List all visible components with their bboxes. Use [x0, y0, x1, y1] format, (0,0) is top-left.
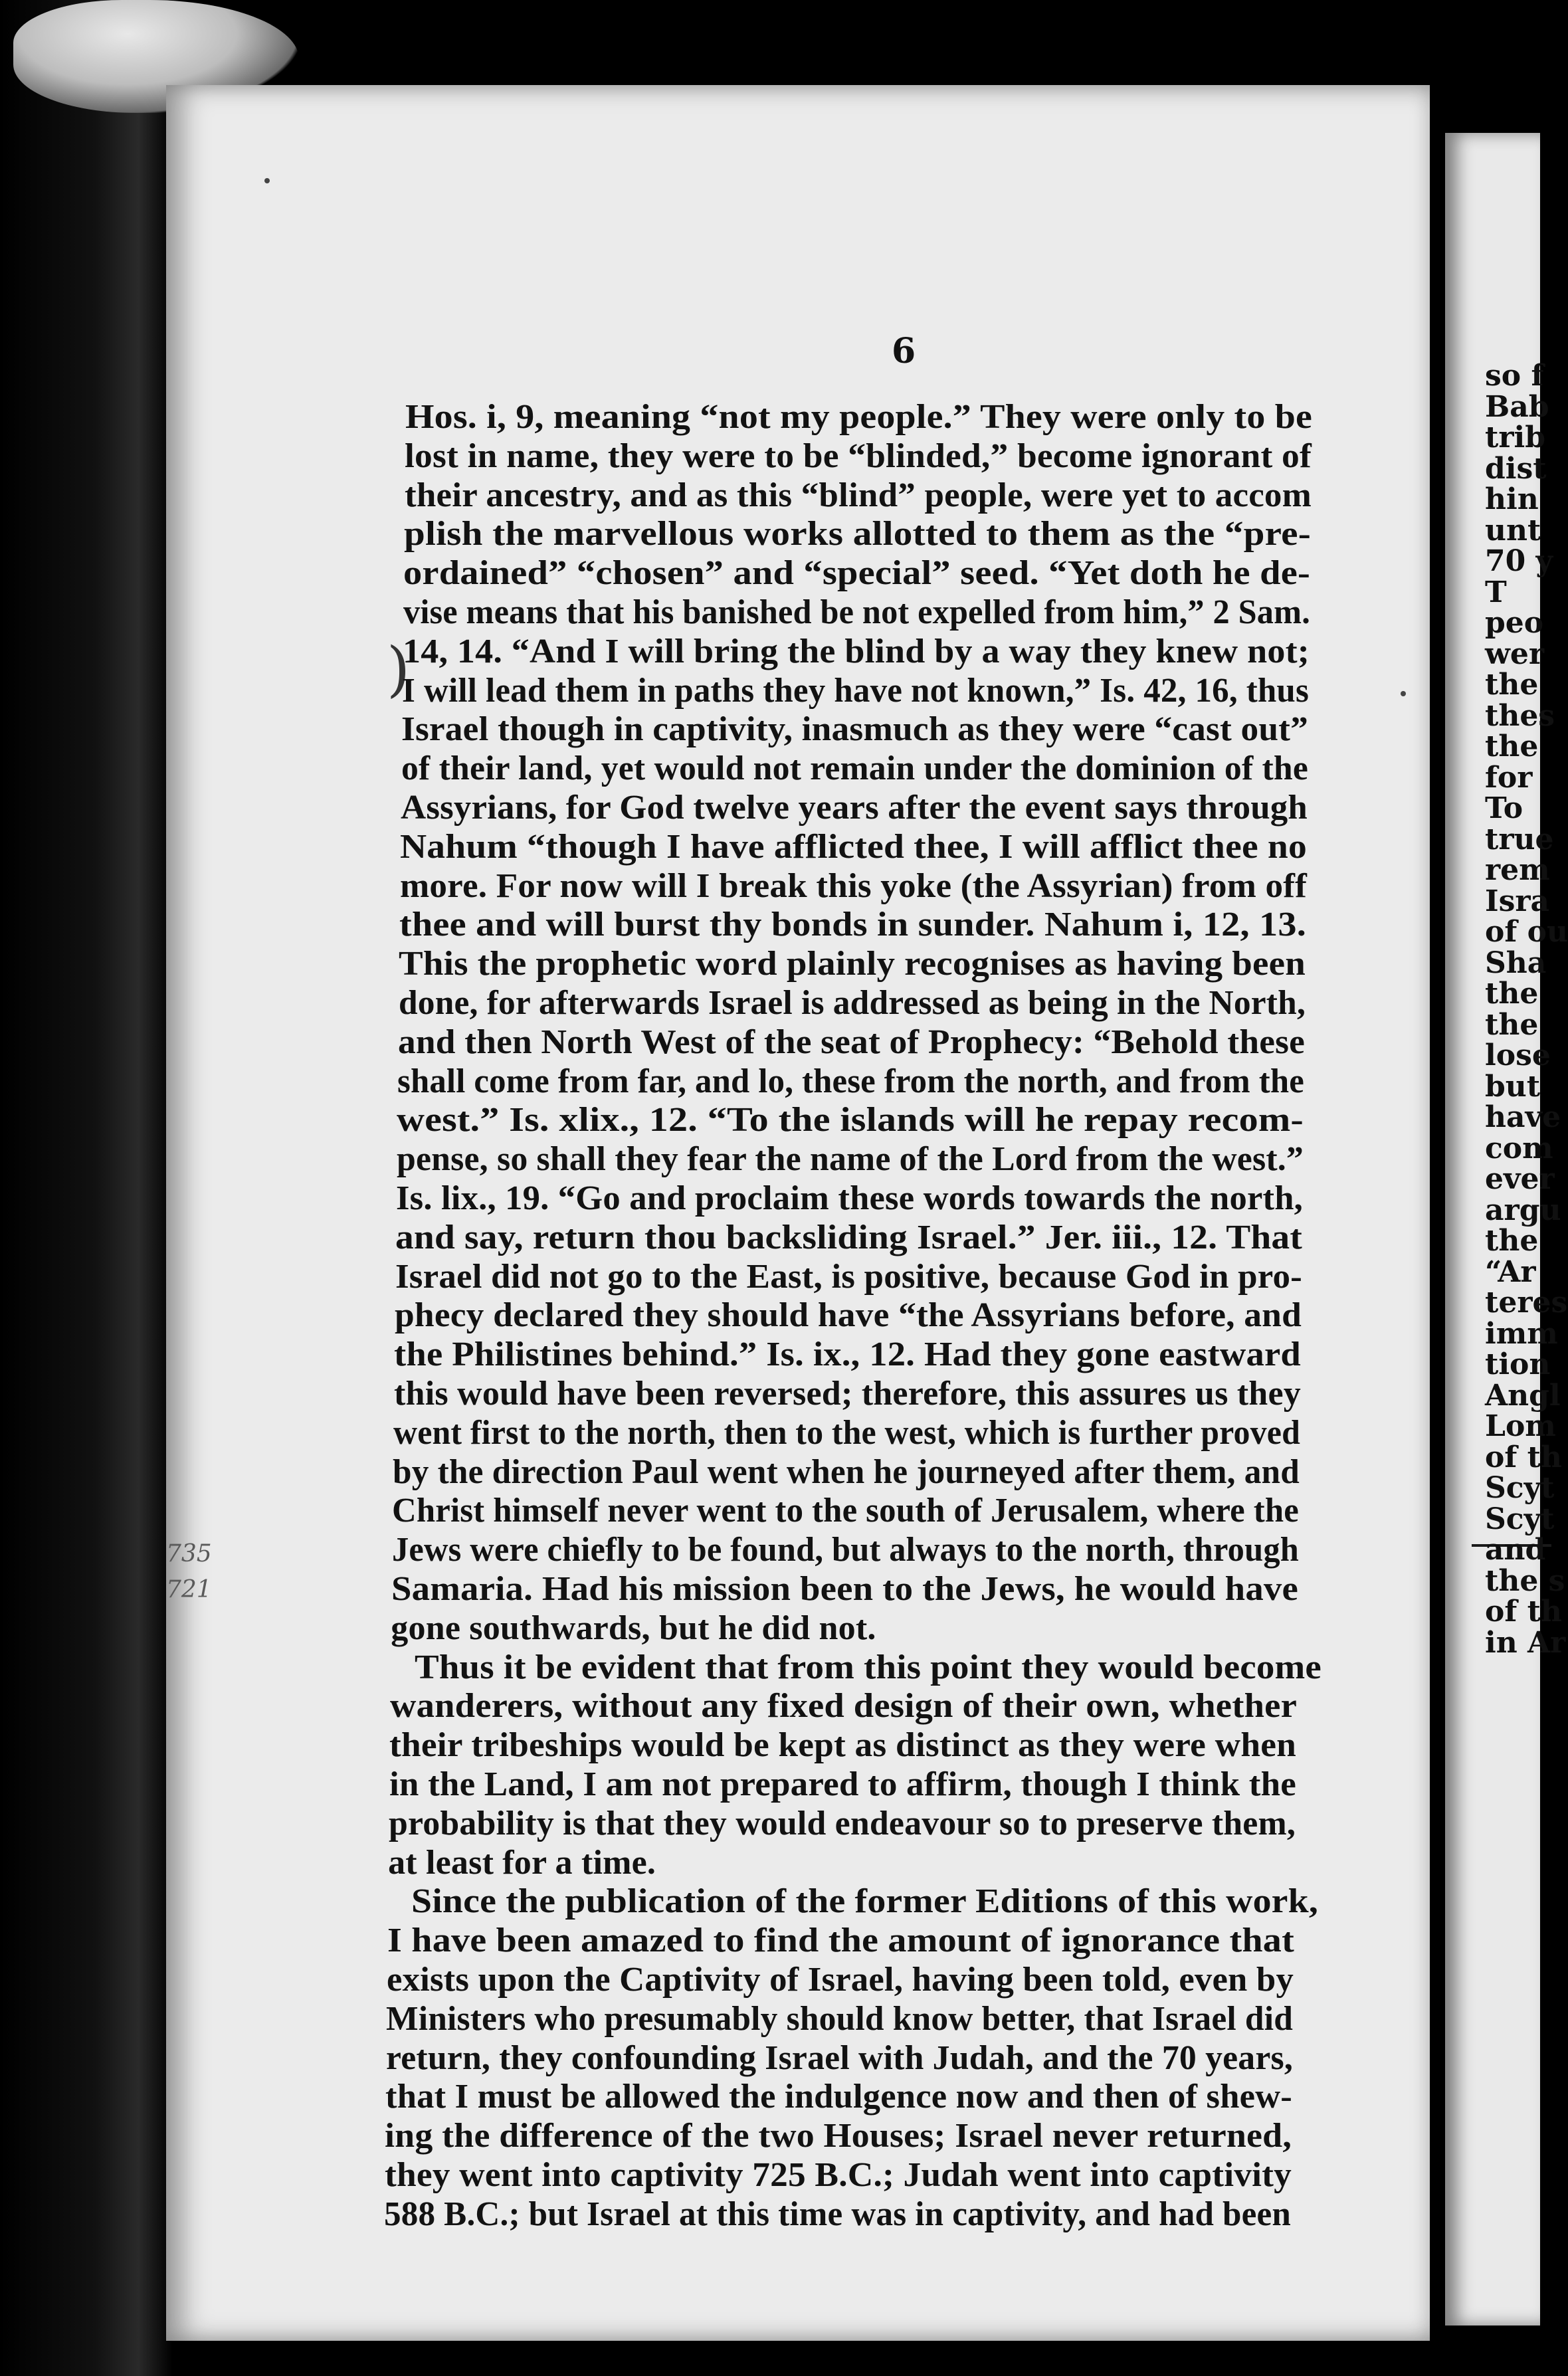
text-line: Israel did not go to the East, is positive, because God in pro- — [395, 1257, 1302, 1296]
text-line: more. For now will I break this yoke (the Assyrian) from off — [399, 866, 1307, 905]
next-page-line: 70 y — [1485, 544, 1553, 578]
next-page-line: the — [1485, 730, 1539, 763]
text-line: shall come from far, and lo, these from the north, and from the — [397, 1062, 1305, 1100]
next-page-line: ever — [1485, 1162, 1555, 1196]
margin-note: 721 — [166, 1576, 212, 1603]
text-line: vise means that his banished be not expelled from him,” 2 Sam. — [403, 593, 1310, 631]
text-line: and say, return thou backsliding Israel.” Jer. iii., 12. That — [395, 1218, 1303, 1256]
next-page — [1445, 133, 1568, 2326]
text-line: Nahum “though I have afflicted thee, I will afflict thee no — [400, 827, 1308, 866]
text-line: Jews were chiefly to be found, but always to the north, through — [391, 1531, 1299, 1569]
next-page-line: teres — [1485, 1286, 1568, 1320]
text-line: probability is that they would endeavour so to preserve them, — [388, 1804, 1296, 1842]
next-page-line: dist — [1485, 451, 1547, 486]
text-line: this would have been reversed; therefore, this assures us they — [393, 1375, 1301, 1413]
text-line: Is. lix., 19. “Go and proclaim these words towards the north, — [396, 1179, 1303, 1217]
text-line: Thus it be evident that from this point they would become — [414, 1648, 1322, 1686]
text-line: 588 B.C.; but Israel at this time was in captivity, and had been — [383, 2195, 1291, 2233]
next-page-line: for — [1485, 760, 1533, 795]
left-shadow — [0, 0, 173, 2376]
text-line: and then North West of the seat of Prophecy: “Behold these — [397, 1023, 1305, 1061]
next-page-line: To — [1485, 791, 1523, 825]
text-line: return, they confounding Israel with Judah, and the 70 years, — [385, 2038, 1293, 2077]
text-line: Samaria. Had his mission been to the Jews, he would have — [391, 1570, 1298, 1608]
next-page-line: of th — [1485, 1440, 1562, 1474]
next-page-line: argu — [1485, 1193, 1561, 1227]
text-line: by the direction Paul went when he journeyed after them, and — [393, 1452, 1300, 1491]
next-page-line: wer — [1485, 637, 1545, 671]
next-page-line: the — [1485, 1224, 1539, 1258]
text-line: Hos. i, 9, meaning “not my people.” They were only to be — [405, 398, 1312, 436]
next-page-line: the s — [1485, 1563, 1565, 1598]
next-page-line: Scyt — [1485, 1502, 1555, 1536]
next-page-line: “Ar — [1485, 1254, 1536, 1289]
text-line: Assyrians, for God twelve years after the event says through — [401, 789, 1308, 827]
next-page-line: unt — [1485, 513, 1541, 547]
next-page-line: so f — [1485, 359, 1544, 393]
text-line: Ministers who presumably should know better, that Israel did — [386, 1999, 1294, 2038]
text-line: that I must be allowed the indulgence now and then of shew- — [385, 2078, 1292, 2116]
text-line: Israel though in captivity, inasmuch as they were “cast out” — [401, 710, 1309, 749]
next-page-line: have — [1485, 1100, 1561, 1134]
ink-dot-mark — [264, 178, 270, 183]
text-line: lost in name, they were to be “blinded,” become ignorant of — [405, 437, 1312, 475]
next-page-line: T — [1485, 575, 1507, 609]
next-page-line: tion — [1485, 1347, 1551, 1381]
next-page-line: lose — [1485, 1039, 1551, 1072]
next-page-line: Bab — [1485, 389, 1549, 424]
next-page-line: and — [1485, 1533, 1546, 1567]
text-line: at least for a time. — [388, 1843, 656, 1882]
next-page-line: but — [1485, 1069, 1541, 1104]
text-line: ordained” “chosen” and “special” seed. “Yet doth he de- — [403, 554, 1311, 593]
next-page-line: rem — [1485, 853, 1550, 887]
text-line: plish the marvellous works allotted to them as the “pre- — [403, 515, 1311, 553]
ink-dot-mark — [1401, 691, 1406, 696]
next-page-line: Isra — [1485, 884, 1550, 918]
text-line: wanderers, without any fixed design of their own, whether — [389, 1687, 1297, 1726]
text-line: ing the difference of the two Houses; Israel never returned, — [385, 2117, 1292, 2155]
text-line: thee and will burst thy bonds in sunder. Nahum i, 12, 13. — [399, 906, 1306, 944]
text-line: 14, 14. “And I will bring the blind by a way they knew not; — [402, 632, 1310, 670]
text-line: the Philistines behind.” Is. ix., 12. Had they gone eastward — [394, 1336, 1302, 1374]
next-page-line: in Ar — [1485, 1625, 1566, 1660]
next-page-line: trib — [1485, 421, 1545, 454]
next-page-line: com — [1485, 1131, 1553, 1165]
next-page-line: thes — [1485, 698, 1555, 733]
ink-bracket-mark: ) — [387, 635, 411, 704]
next-page-line: the — [1485, 1007, 1539, 1042]
next-page-line: the — [1485, 668, 1539, 702]
text-line: of their land, yet would not remain under the dominion of the — [401, 749, 1308, 788]
text-line: went first to the north, then to the west, which is further proved — [393, 1413, 1300, 1452]
next-page-line: peo — [1485, 606, 1544, 640]
text-line: they went into captivity 725 B.C.; Judah went into captivity — [384, 2156, 1292, 2194]
text-line: done, for afterwards Israel is addressed as being in the North, — [398, 984, 1306, 1022]
text-line: exists upon the Captivity of Israel, having been told, even by — [387, 1961, 1294, 1999]
next-page-line: of ou — [1485, 915, 1568, 949]
margin-note: 735 — [166, 1540, 212, 1567]
text-line: phecy declared they should have “the Assyrians before, and — [394, 1296, 1302, 1335]
next-page-line: Angl — [1485, 1378, 1561, 1413]
next-page-line: Sha — [1485, 945, 1547, 980]
text-line: their tribeships would be kept as distinct as they were when — [389, 1726, 1297, 1765]
text-line: Since the publication of the former Editions of this work, — [411, 1882, 1319, 1921]
text-line: west.” Is. xlix., 12. “To the islands will he repay recom- — [397, 1101, 1304, 1139]
next-page-line: imm — [1485, 1316, 1558, 1351]
next-page-line: the — [1485, 977, 1539, 1011]
next-page-line: Scyt — [1485, 1471, 1555, 1505]
text-line: their ancestry, and as this “blind” people, were yet to accom — [404, 476, 1312, 514]
text-line: gone southwards, but he did not. — [391, 1609, 876, 1647]
page-number: 6 — [892, 331, 916, 371]
text-line: I will lead them in paths they have not known,” Is. 42, 16, thus — [402, 671, 1310, 710]
text-line: pense, so shall they fear the name of the Lord from the west.” — [396, 1140, 1304, 1179]
next-page-line: Lom — [1485, 1409, 1556, 1443]
text-line: Christ himself never went to the south of Jerusalem, where the — [392, 1492, 1300, 1530]
text-line: This the prophetic word plainly recognises as having been — [399, 945, 1306, 983]
text-line: I have been amazed to find the amount of ignorance that — [387, 1922, 1294, 1960]
next-page-line: true — [1485, 822, 1554, 856]
next-page-line: hin — [1485, 482, 1539, 516]
text-line: in the Land, I am not prepared to affirm, though I think the — [389, 1765, 1296, 1803]
next-page-line: of th — [1485, 1595, 1562, 1629]
